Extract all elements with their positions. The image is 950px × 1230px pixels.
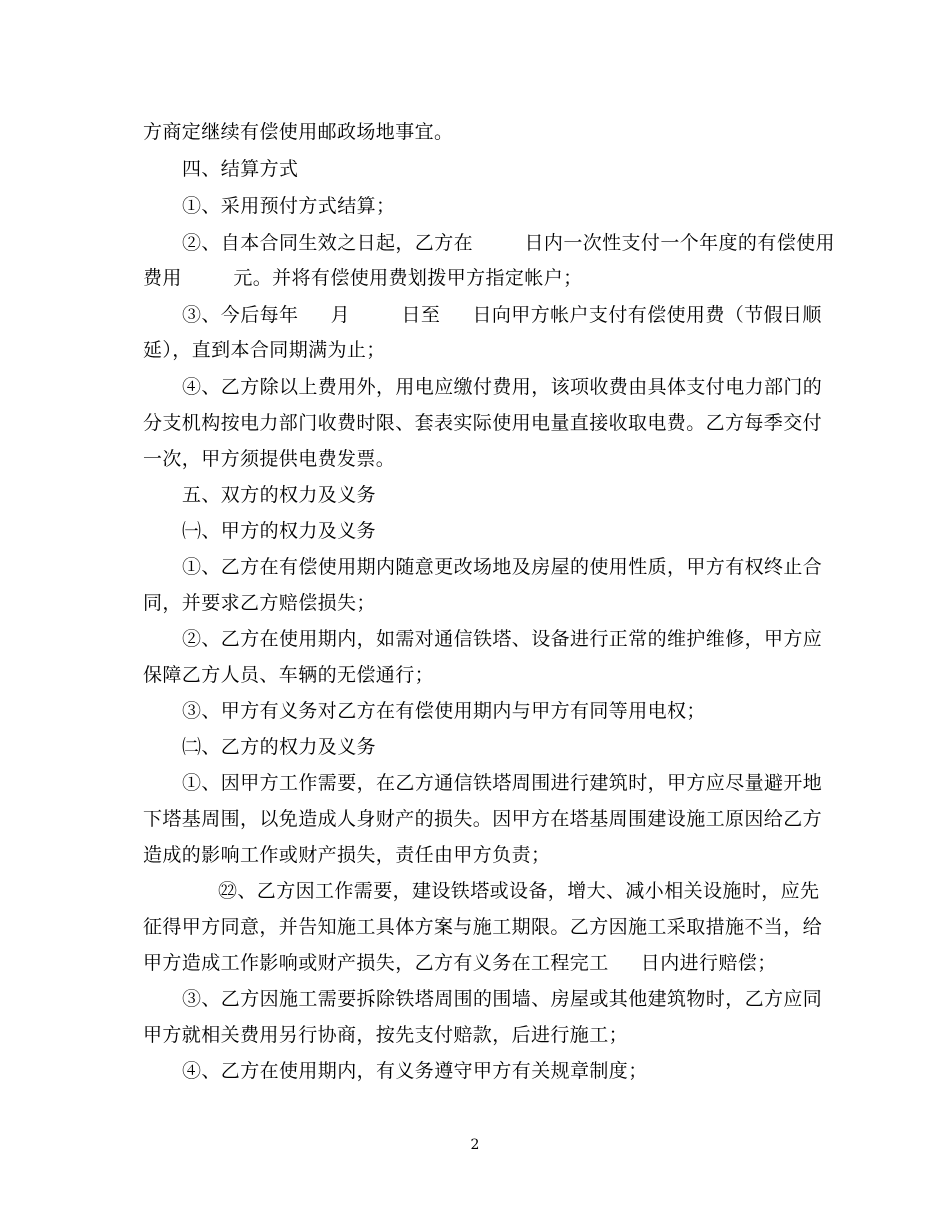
text-line: ④、乙方在使用期内，有义务遵守甲方有关规章制度； (182, 1060, 648, 1082)
text-line: 方商定继续有偿使用邮政场地事宜。 (143, 121, 454, 143)
text-line: ④、乙方除以上费用外，用电应缴付费用，该项收费由具体支付电力部门的 (182, 376, 823, 398)
text-line: ①、采用预付方式结算； (182, 195, 396, 217)
text-line: 保障乙方人员、车辆的无偿通行； (143, 664, 435, 686)
section-heading: 五、双方的权力及义务 (182, 484, 377, 506)
text-line: ③、甲方有义务对乙方在有偿使用期内与甲方有同等用电权； (182, 700, 706, 722)
text-line: 下塔基周围，以免造成人身财产的损失。因甲方在塔基周围建设施工原因给乙方 (143, 808, 823, 830)
text-line: ③、乙方因施工需要拆除铁塔周围的围墙、房屋或其他建筑物时，乙方应同 (182, 988, 823, 1010)
text-line: 甲方造成工作影响或财产损失，乙方有义务在工程完工 日内进行赔偿； (143, 952, 777, 974)
text-line: ①、因甲方工作需要，在乙方通信铁塔周围进行建筑时，甲方应尽量避开地 (182, 772, 823, 794)
page-number: 2 (470, 1137, 480, 1153)
text-line: 造成的影响工作或财产损失，责任由甲方负责； (143, 844, 551, 866)
text-line: ①、乙方在有偿使用期内随意更改场地及房屋的使用性质，甲方有权终止合 (182, 556, 823, 578)
text-line: 费用 元。并将有偿使用费划拨甲方指定帐户； (143, 267, 583, 289)
text-line: ②、乙方在使用期内，如需对通信铁塔、设备进行正常的维护维修，甲方应 (182, 628, 823, 650)
subsection-heading: ㈠、甲方的权力及义务 (182, 520, 377, 542)
text-line: ③、今后每年 月 日至 日向甲方帐户支付有偿使用费（节假日顺 (182, 304, 822, 326)
text-line: 甲方就相关费用另行协商，按先支付赔款，后进行施工； (143, 1024, 629, 1046)
section-heading: 四、结算方式 (182, 158, 299, 180)
text-line: ②、自本合同生效之日起，乙方在 日内一次性支付一个年度的有偿使用 (182, 232, 835, 254)
text-line: 同，并要求乙方赔偿损失； (143, 592, 376, 614)
text-line: 征得甲方同意，并告知施工具体方案与施工期限。乙方因施工采取措施不当，给 (143, 916, 823, 938)
text-line: 分支机构按电力部门收费时限、套表实际使用电量直接收取电费。乙方每季交付 (143, 412, 823, 434)
text-line: ㉒、乙方因工作需要，建设铁塔或设备，增大、减小相关设施时，应先 (218, 880, 820, 902)
text-line: 延），直到本合同期满为止； (143, 339, 386, 361)
text-line: 一次，甲方须提供电费发票。 (143, 448, 396, 470)
subsection-heading: ㈡、乙方的权力及义务 (182, 736, 377, 758)
